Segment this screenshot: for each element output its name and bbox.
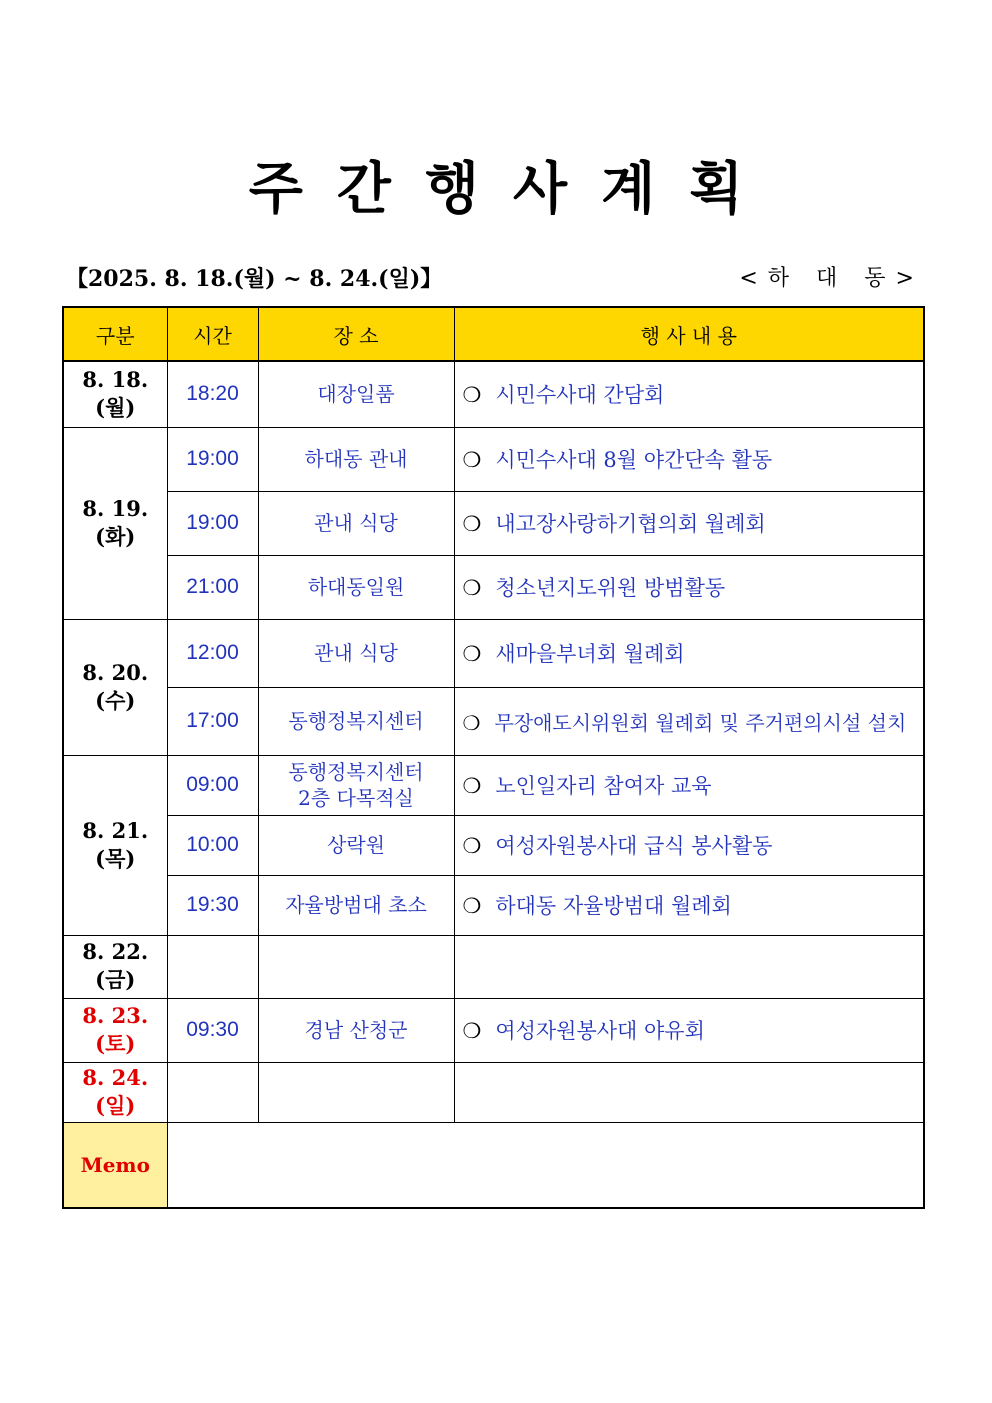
event-cell (454, 361, 924, 427)
bullet-icon: ❍ (462, 642, 482, 666)
place-line: 2층 다목적실 (298, 786, 414, 810)
day-cell: 8. 24.(일) (63, 1062, 167, 1122)
table-row (63, 687, 924, 755)
event-text: 시민수사대 간담회 (495, 383, 665, 408)
table-row (63, 491, 924, 555)
event-cell (454, 1062, 924, 1122)
table-row (63, 427, 924, 491)
event-cell (454, 619, 924, 687)
header-content: 행 사 내 용 (454, 307, 924, 361)
event-text: 무장애도시위원회 월례회 및 주거편의시설 설치 (494, 710, 907, 735)
event-text: 하대동 자율방범대 월례회 (495, 894, 732, 918)
bullet-icon: ❍ (462, 834, 482, 858)
time-cell (167, 935, 258, 998)
time-cell: 17:00 (167, 687, 258, 755)
event-cell (454, 875, 924, 935)
place-cell (258, 1062, 454, 1122)
time-cell: 10:00 (167, 815, 258, 875)
header-category: 구분 (63, 307, 167, 361)
time-cell: 21:00 (167, 555, 258, 619)
table-row (63, 815, 924, 875)
place-cell: 상락원 (258, 815, 454, 875)
bullet-icon: ❍ (462, 383, 482, 408)
time-cell: 19:30 (167, 875, 258, 935)
schedule-period: 【2025. 8. 18.(월) ~ 8. 24.(일)】 (66, 266, 443, 292)
place-cell: 자율방범대 초소 (258, 875, 454, 935)
day-cell: 8. 19.(화) (63, 427, 167, 619)
table-row (63, 755, 924, 815)
time-cell: 12:00 (167, 619, 258, 687)
event-text: 여성자원봉사대 야유회 (495, 1019, 705, 1043)
table-row (63, 935, 924, 998)
bullet-icon: ❍ (462, 576, 482, 600)
table-row (63, 1062, 924, 1122)
header-place: 장 소 (258, 307, 454, 361)
time-cell (167, 1062, 258, 1122)
bullet-icon: ❍ (462, 512, 482, 536)
event-cell (454, 815, 924, 875)
header-row (63, 307, 924, 361)
bullet-icon: ❍ (462, 1019, 482, 1043)
place-cell (258, 935, 454, 998)
organization-name: <하 대 동> (739, 266, 924, 291)
place-line: 동행정복지센터 (288, 760, 424, 784)
schedule-table (62, 306, 925, 1209)
event-text: 청소년지도위원 방범활동 (495, 576, 726, 600)
event-text: 새마을부녀회 월례회 (495, 642, 685, 666)
time-cell: 19:00 (167, 491, 258, 555)
day-cell: 8. 22.(금) (63, 935, 167, 998)
day-cell: 8. 21.(목) (63, 755, 167, 935)
table-row (63, 998, 924, 1062)
bullet-icon: ❍ (462, 894, 482, 918)
place-cell: 관내 식당 (258, 619, 454, 687)
time-cell: 09:00 (167, 755, 258, 815)
event-cell (454, 998, 924, 1062)
place-cell: 관내 식당 (258, 491, 454, 555)
memo-content[interactable] (167, 1122, 924, 1208)
event-text: 노인일자리 참여자 교육 (495, 774, 712, 798)
time-cell: 19:00 (167, 427, 258, 491)
event-cell (454, 555, 924, 619)
bullet-icon: ❍ (462, 710, 481, 735)
place-cell: 경남 산청군 (258, 998, 454, 1062)
memo-label: Memo (63, 1122, 167, 1208)
place-cell (258, 755, 454, 815)
bullet-icon: ❍ (462, 774, 482, 798)
place-cell: 동행정복지센터 (258, 687, 454, 755)
bullet-icon: ❍ (462, 448, 482, 472)
event-text: 내고장사랑하기협의회 월례회 (495, 512, 766, 536)
table-row (63, 555, 924, 619)
event-text: 여성자원봉사대 급식 봉사활동 (495, 834, 773, 858)
header-time: 시간 (167, 307, 258, 361)
event-cell (454, 427, 924, 491)
place-cell: 하대동일원 (258, 555, 454, 619)
event-cell (454, 755, 924, 815)
page-title: 주간행사계획 (248, 157, 778, 222)
table-row (63, 875, 924, 935)
table-row (63, 619, 924, 687)
day-cell: 8. 18.(월) (63, 361, 167, 427)
day-cell: 8. 23.(토) (63, 998, 167, 1062)
table-row (63, 361, 924, 427)
place-cell: 하대동 관내 (258, 427, 454, 491)
time-cell: 18:20 (167, 361, 258, 427)
event-cell (454, 687, 924, 755)
event-text: 시민수사대 8월 야간단속 활동 (495, 448, 773, 472)
place-cell: 대장일품 (258, 361, 454, 427)
day-cell: 8. 20.(수) (63, 619, 167, 755)
memo-row (63, 1122, 924, 1208)
event-cell (454, 935, 924, 998)
time-cell: 09:30 (167, 998, 258, 1062)
event-cell (454, 491, 924, 555)
